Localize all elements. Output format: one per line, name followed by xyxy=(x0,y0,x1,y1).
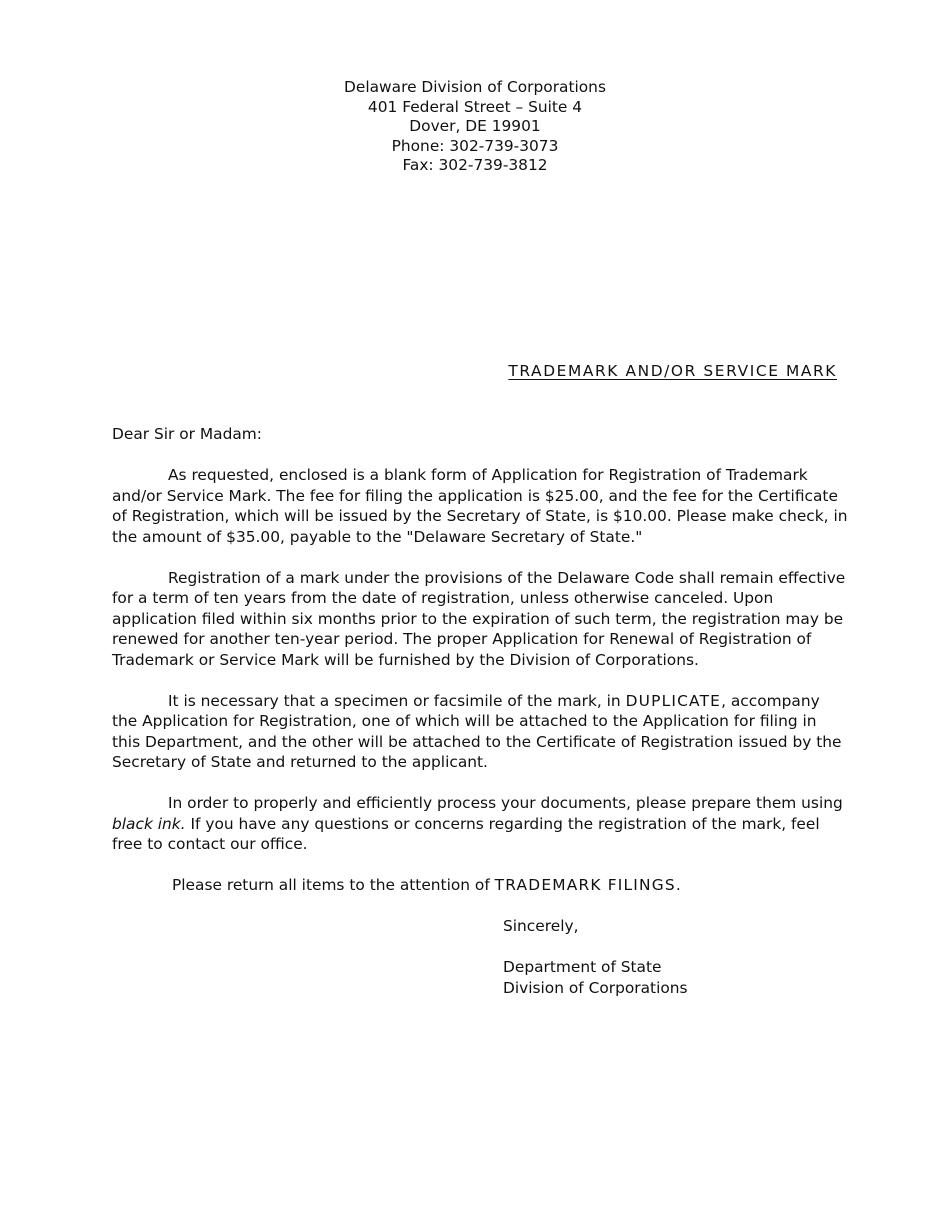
paragraph-black-ink-text-a: In order to properly and efficiently process your documents, please prepare them using xyxy=(168,794,843,812)
closing: Sincerely, xyxy=(503,917,579,935)
paragraph-specimen-text-a: It is necessary that a specimen or facsimile of the mark, in xyxy=(168,691,626,710)
paragraph-return-text-b: . xyxy=(675,876,681,894)
paragraph-black-ink xyxy=(112,793,848,855)
paragraph-black-ink-text-b: If you have any questions or concerns regarding the registration of the mark, feel free to contact our office. xyxy=(112,814,820,853)
letterhead-address: 401 Federal Street – Suite 4 xyxy=(367,97,583,116)
signature-block xyxy=(503,916,688,998)
salutation: Dear Sir or Madam: xyxy=(112,425,262,443)
paragraph-return-text-a: Please return all items to the attention of xyxy=(172,876,495,894)
paragraph-return-items xyxy=(112,875,848,896)
trademark-filings-emphasis: TRADEMARK FILINGS xyxy=(494,876,676,894)
letter-body xyxy=(112,424,848,916)
subject-heading: TRADEMARK AND/OR SERVICE MARK xyxy=(508,362,837,380)
letterhead-fax: Fax: 302-739-3812 xyxy=(402,156,548,174)
letterhead-phone: Phone: 302-739-3073 xyxy=(391,136,559,155)
letterhead xyxy=(0,78,950,176)
paragraph-fees: As requested, enclosed is a blank form of Application for Registration of Trademark and/or Service Mark. The fee for filing the application is $25.00, and the fee for the Certificate of Registration, which will be issued by the Secretary of State, is $10.00. Please make check, in the amount of $35.00, payable to the "Delaware Secretary of State." xyxy=(112,466,848,546)
letterhead-city: Dover, DE 19901 xyxy=(409,117,541,135)
duplicate-emphasis: DUPLICATE xyxy=(625,691,722,710)
paragraph-specimen-text-b: , accompany the Application for Registration, one of which will be attached to the Application for filing in this Department, and the other will be attached to the Certificate of Registration issued by the Secretary of State and returned to the applicant. xyxy=(112,691,842,771)
signature-division: Division of Corporations xyxy=(503,978,688,997)
paragraph-registration-term: Registration of a mark under the provisions of the Delaware Code shall remain effective for a term of ten years from the date of registration, unless otherwise canceled. Upon application filed within six months prior to the expiration of such term, the registration may be renewed for another ten-year period. The proper Application for Renewal of Registration of Trademark or Service Mark will be furnished by the Division of Corporations. xyxy=(112,568,846,669)
signature-department: Department of State xyxy=(503,958,662,976)
paragraph-specimen xyxy=(112,691,848,773)
letterhead-org: Delaware Division of Corporations xyxy=(344,78,606,96)
black-ink-emphasis: black ink. xyxy=(112,814,186,833)
